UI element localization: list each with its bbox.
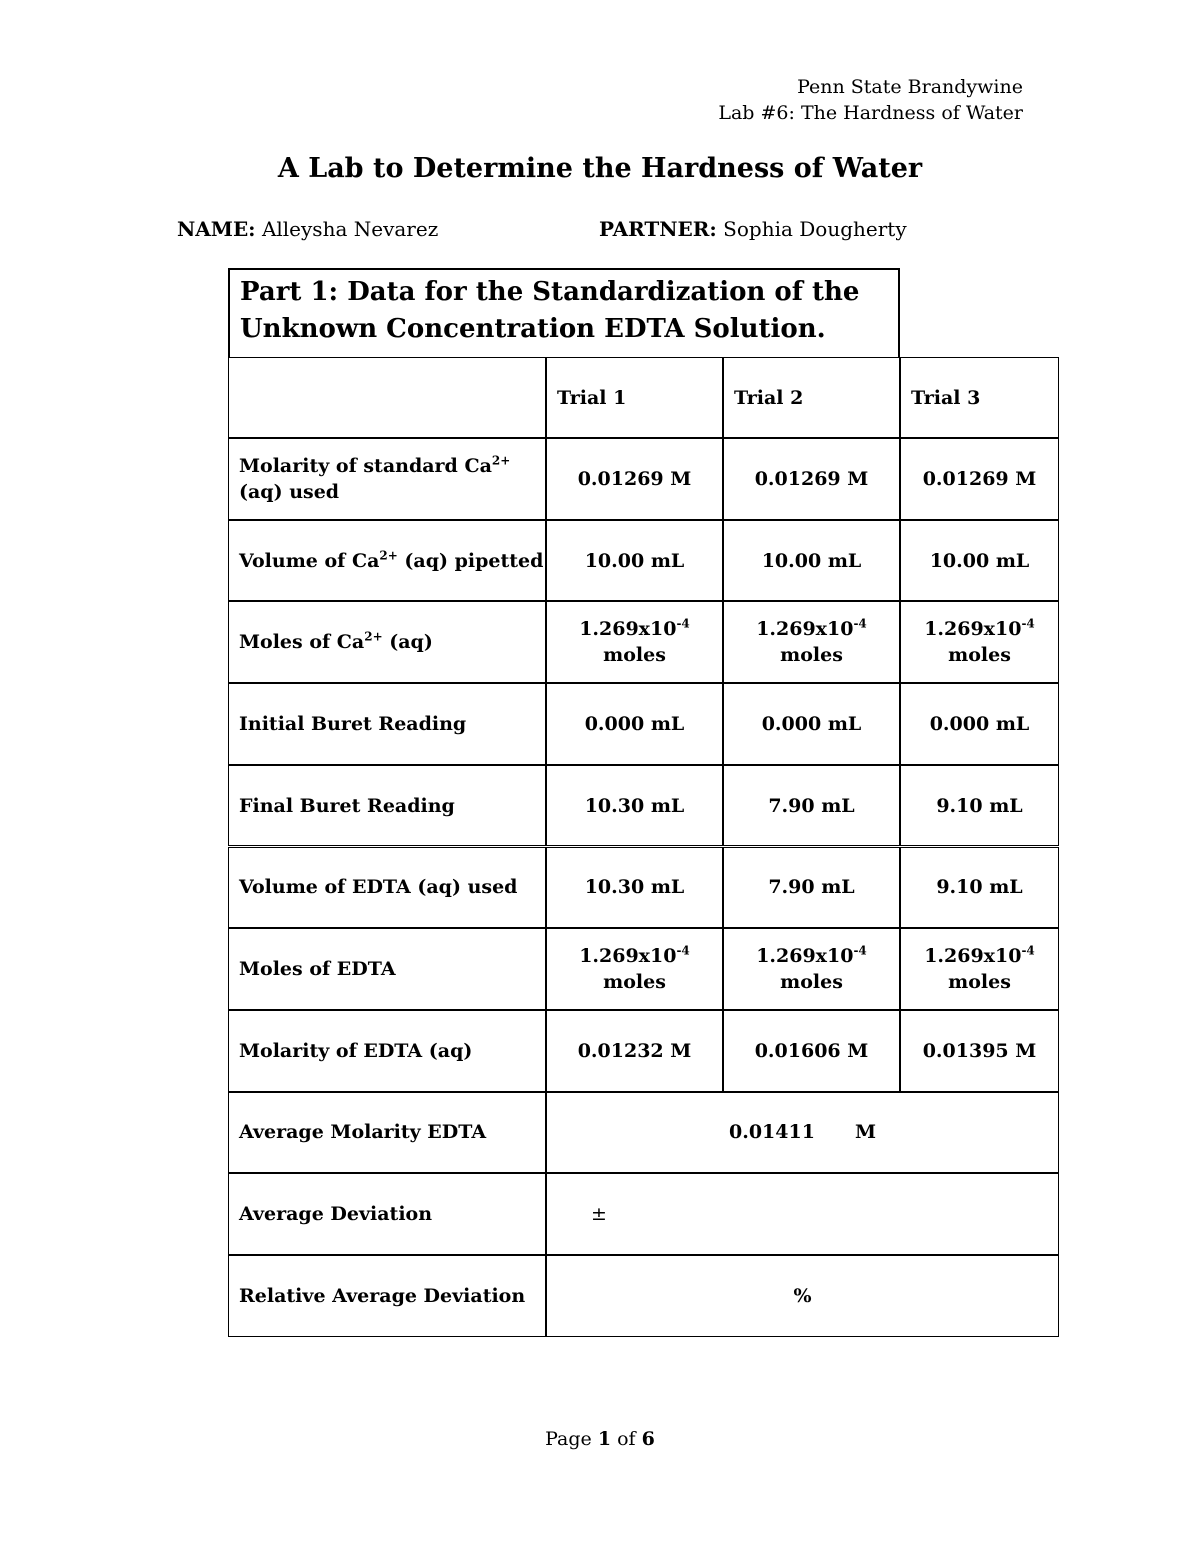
cell-value-line [923,1038,1037,1064]
part1-title-line1: Part 1: Data for the Standardization of the [240,277,860,307]
cell-value: 10.30 mL [584,794,685,817]
table-cell [723,601,900,683]
cell-value-line [924,616,1035,642]
page-title: A Lab to Determine the Hardness of Water [277,153,923,184]
part1-title [228,268,900,358]
cell-value-sup: -4 [1021,616,1035,631]
row-label [228,601,546,683]
cell-value: 10.00 mL [584,549,685,572]
relative-deviation-label: Relative Average Deviation [239,1284,526,1307]
table-cell [546,601,723,683]
relative-deviation-value: % [793,1284,812,1307]
table-cell [900,520,1059,602]
cell-value-unit: moles [780,971,843,994]
cell-value: 0.000 mL [584,712,685,735]
cell-value: 10.00 mL [929,549,1030,572]
table-cell [723,1010,900,1092]
cell-value-line [924,943,1035,969]
cell-value: 1.269x10 [756,945,854,968]
cell-value-line [930,548,1030,574]
trial-header [723,357,900,438]
cell-value: 1.269x10 [756,618,854,641]
cell-value: 1.269x10 [924,618,1022,641]
cell-value-line [936,793,1022,819]
cell-value-unit: moles [603,644,666,667]
cell-value-line [936,874,1022,900]
table-cell [723,847,900,929]
table-cell [723,765,900,847]
row-label-main: Final Buret Reading [239,794,455,817]
cell-value-unit: moles [948,971,1011,994]
table-cell [546,683,723,765]
row-label-sup: 2+ [491,453,511,468]
footer-of-word: of [617,1428,636,1450]
table-cell [546,438,723,520]
cell-value: 0.01232 M [577,1039,692,1062]
row-label-text [239,548,543,574]
cell-value-sup: -4 [853,943,867,958]
average-deviation-value: ± [591,1203,607,1226]
average-deviation-cell [546,1173,1059,1255]
row-label-main: Molarity of EDTA (aq) [239,1039,473,1062]
cell-value-line [755,1038,869,1064]
row-label-main: Molarity of standard Ca [239,454,492,477]
table-cell [723,683,900,765]
cell-value-unit: moles [603,971,666,994]
average-molarity-value: 0.01411 [729,1121,815,1144]
cell-value-line [585,548,685,574]
cell-value: 0.01269 M [754,467,869,490]
row-label-text [239,629,433,655]
header-lab: Lab #6: The Hardness of Water [718,102,1023,124]
cell-value-line [762,548,862,574]
cell-value-line [755,466,869,492]
row-label-text [239,711,466,737]
average-molarity-label: Average Molarity EDTA [239,1121,487,1144]
row-label [228,847,546,929]
row-label [228,928,546,1010]
part1-title-line2: Unknown Concentration EDTA Solution. [240,314,826,344]
table-cell [900,765,1059,847]
name-line [177,217,438,241]
cell-value: 0.000 mL [761,712,862,735]
cell-value-sup: -4 [1021,943,1035,958]
relative-deviation-label-cell [228,1255,546,1337]
cell-value: 10.00 mL [761,549,862,572]
cell-value-sup: -4 [676,616,690,631]
cell-value: 1.269x10 [924,945,1022,968]
header-institution: Penn State Brandywine [797,76,1023,98]
row-label-text [239,874,517,900]
cell-value-unit: moles [948,644,1011,667]
cell-value-line [923,466,1037,492]
header-empty-cell [228,357,546,438]
cell-value-sup: -4 [676,943,690,958]
table-cell [546,928,723,1010]
average-molarity-cell [546,1092,1059,1174]
cell-value-line [762,711,862,737]
cell-value: 1.269x10 [579,945,677,968]
table-cell [900,1010,1059,1092]
cell-value: 0.01269 M [922,467,1037,490]
partner-value: Sophia Dougherty [723,217,907,241]
cell-value-line [768,874,854,900]
cell-value: 9.10 mL [936,794,1023,817]
row-label-main: Moles of EDTA [239,958,396,981]
cell-value: 0.01269 M [577,467,692,490]
name-value: Alleysha Nevarez [261,217,439,241]
footer-page-total: 6 [641,1428,655,1450]
trial-header-label: Trial 3 [911,386,981,409]
cell-value: 0.000 mL [929,712,1030,735]
cell-value-line [930,711,1030,737]
row-label [228,520,546,602]
table-cell [900,601,1059,683]
trial-header [546,357,723,438]
cell-value-line [756,943,867,969]
table-cell [546,1010,723,1092]
cell-value: 0.01395 M [922,1039,1037,1062]
table-cell [546,765,723,847]
row-label-text [239,1038,472,1064]
table-cell [723,928,900,1010]
cell-value-line [585,793,685,819]
cell-value: 0.01606 M [754,1039,869,1062]
average-deviation-label-cell [228,1173,546,1255]
relative-deviation-cell [546,1255,1059,1337]
row-label-tail: (aq) used [239,480,340,503]
row-label-text [239,793,455,819]
table-cell [900,847,1059,929]
cell-value-sup: -4 [853,616,867,631]
cell-value-line [578,1038,692,1064]
cell-value: 1.269x10 [579,618,677,641]
row-label-main: Initial Buret Reading [239,712,467,735]
row-label-text [239,453,510,505]
average-molarity-line [729,1119,876,1145]
cell-value-line [768,793,854,819]
row-label [228,683,546,765]
row-label-main: Moles of Ca [239,631,365,654]
cell-value: 9.10 mL [936,876,1023,899]
footer-page-current: 1 [597,1428,612,1450]
table-cell [900,928,1059,1010]
row-label-main: Volume of EDTA (aq) used [239,876,518,899]
table-cell [900,683,1059,765]
partner-line [599,217,907,241]
name-label: NAME: [177,217,256,241]
partner-label: PARTNER: [599,217,717,241]
page-footer [0,1428,1200,1450]
average-molarity-unit: M [854,1121,876,1144]
cell-value: 7.90 mL [768,794,855,817]
cell-value-line [578,466,692,492]
cell-value-line [756,616,867,642]
cell-value-line [585,711,685,737]
table-cell [546,847,723,929]
average-molarity-label-cell [228,1092,546,1174]
row-label [228,438,546,520]
row-label-tail: (aq) pipetted [397,549,544,572]
cell-value-line [585,874,685,900]
row-label-main: Volume of Ca [239,549,380,572]
cell-value-line [579,943,690,969]
table-cell [546,520,723,602]
row-label-sup: 2+ [364,629,383,644]
cell-value-unit: moles [780,644,843,667]
row-label [228,1010,546,1092]
trial-header [900,357,1059,438]
cell-value: 7.90 mL [768,876,855,899]
trial-header-label: Trial 2 [734,386,804,409]
table-cell [723,520,900,602]
footer-page-word: Page [545,1428,592,1450]
row-label-text [239,956,396,982]
row-label-tail: (aq) [382,631,433,654]
cell-value-line [579,616,690,642]
row-label-sup: 2+ [379,548,398,563]
table-cell [900,438,1059,520]
cell-value: 10.30 mL [584,876,685,899]
average-deviation-label: Average Deviation [239,1203,433,1226]
trial-header-label: Trial 1 [557,386,627,409]
table-cell [723,438,900,520]
row-label [228,765,546,847]
